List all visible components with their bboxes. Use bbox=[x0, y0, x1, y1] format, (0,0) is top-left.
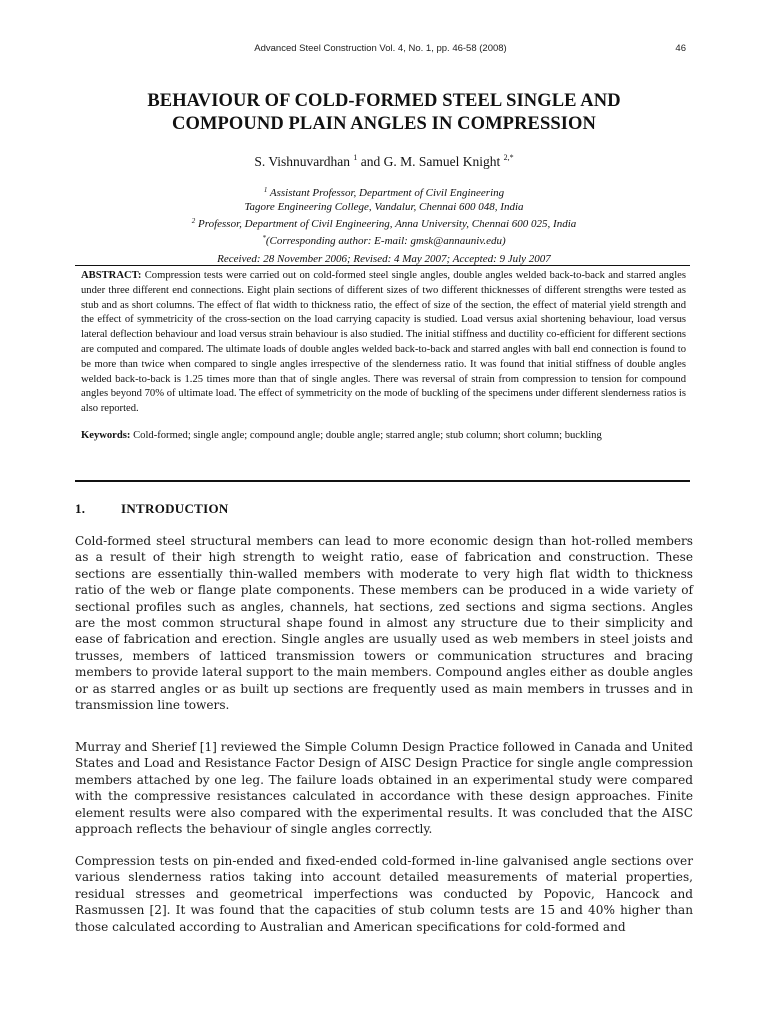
body-paragraph-3: Compression tests on pin-ended and fixed-ended cold-formed in-line galvanised angle sections over various slenderness ratios taking into account detailed measurements of material properties, residual stresses and geometrical imperfections was conducted by Popovic, Hancock and Rasmussen [2]. It was found that the capacities of stub column tests are 15 and 40% higher than those calculated according to Australian and American specifications for cold-formed and bbox=[75, 854, 693, 934]
body-paragraph-1: Cold-formed steel structural members can lead to more economic design than hot-rolled members as a result of their high strength to weight ratio, ease of fabrication and construction. These sections are essentially thin-walled members with moderate to very high flat width to thickness ratio of the web or flange plate components. These members can be produced in a wide variety of sectional profiles such as angles, channels, hat sections, zed sections and sigma sections. Angles are the most common structural shape found in almost any structure due to their simplicity and ease of fabrication and erection. Single angles are usually used as web members in steel joists and trusses, members of latticed transmission towers or communication structures and bracing members to provide lateral support to the main members. Compound angles either as double angles or as starred angles or as built up sections are frequently used as main members in trusses and in transmission line towers. bbox=[75, 534, 693, 713]
section-title: INTRODUCTION bbox=[121, 501, 229, 516]
body-paragraph-2: Murray and Sherief [1] reviewed the Simple Column Design Practice followed in Canada and United States and Load and Resistance Factor Design of AISC Design Practice for single angle compression members attached by one leg. The failure loads obtained in an experimental study were compared with the compressive resistances calculated in accordance with these design approaches. Finite element results were also compared with the experimental results. It was concluded that the AISC approach reflects the behaviour of single angles correctly. bbox=[75, 740, 693, 837]
author-affil-mark: 2,* bbox=[503, 153, 514, 162]
received-dates: Received: 28 November 2006; Revised: 4 May 2007; Accepted: 9 July 2007 bbox=[217, 253, 551, 265]
journal-citation: Advanced Steel Construction Vol. 4, No. 1, pp. 46-58 (2008) bbox=[254, 43, 507, 54]
affil-mark: * bbox=[262, 234, 266, 242]
affil-mark: 1 bbox=[263, 186, 268, 194]
affiliation-text: Professor, Department of Civil Engineering, Anna University, Chennai 600 025, India bbox=[195, 218, 577, 230]
abstract bbox=[81, 269, 686, 417]
keywords-label: Keywords: bbox=[81, 429, 131, 441]
paper-title bbox=[60, 90, 708, 136]
running-header bbox=[75, 43, 686, 57]
author-name: S. Vishnuvardhan bbox=[254, 154, 354, 169]
abstract-box bbox=[75, 265, 690, 482]
keywords-text: Cold-formed; single angle; compound angle; double angle; starred angle; stub column; short column; buckling bbox=[133, 429, 602, 441]
affiliation-2 bbox=[60, 214, 708, 231]
author-list bbox=[60, 153, 708, 170]
page-number: 46 bbox=[675, 43, 686, 54]
corresponding-author bbox=[60, 231, 708, 248]
keywords bbox=[81, 429, 686, 444]
title-line-2: COMPOUND PLAIN ANGLES IN COMPRESSION bbox=[172, 114, 596, 134]
corresponding-email: (Corresponding author: E-mail: gmsk@annauniv.edu) bbox=[265, 235, 506, 247]
author-name: and G. M. Samuel Knight bbox=[357, 154, 504, 169]
section-heading-introduction bbox=[75, 501, 229, 517]
section-number: 1. bbox=[75, 501, 86, 516]
affiliation-1-cont: Tagore Engineering College, Vandalur, Chennai 600 048, India bbox=[244, 201, 524, 213]
abstract-text: Compression tests were carried out on cold-formed steel single angles, double angles welded back-to-back and starred angles under three different end connections. Eight plain sections of different sizes of two different thicknesses of different strengths were tested as stub and as short columns. The effect of flat width to thickness ratio, the effect of size of the section, the effect of material yield strength and the effect of symmetricity of the cross-section on the load carrying capacity is studied. Load versus axial shortening behaviour, load versus lateral deflection behaviour and load versus strain behaviour is also studied. The initial stiffness and ductility co-efficient for different sections are computed and compared. The ultimate loads of double angles welded back-to-back and starred angles with ball end connection is found to be more than twice when compared to single angles irrespective of the slenderness ratio. It was found that initial stiffness of double angles welded back-to-back is 1.25 times more than that of single angles. There was reversal of strain from compression to tension for compound angles beyond 70% of ultimate load. The effect of symmetricity on the mode of buckling of the specimens under different slenderness ratios is also reported. bbox=[81, 270, 686, 415]
affiliations bbox=[60, 183, 708, 248]
author-affil-mark: 1 bbox=[353, 153, 358, 162]
affiliation-1 bbox=[60, 183, 708, 200]
abstract-label: ABSTRACT: bbox=[81, 270, 142, 281]
affil-mark: 2 bbox=[191, 217, 196, 225]
affiliation-text: Assistant Professor, Department of Civil Engineering bbox=[267, 187, 505, 199]
title-line-1: BEHAVIOUR OF COLD-FORMED STEEL SINGLE AND bbox=[147, 91, 621, 111]
